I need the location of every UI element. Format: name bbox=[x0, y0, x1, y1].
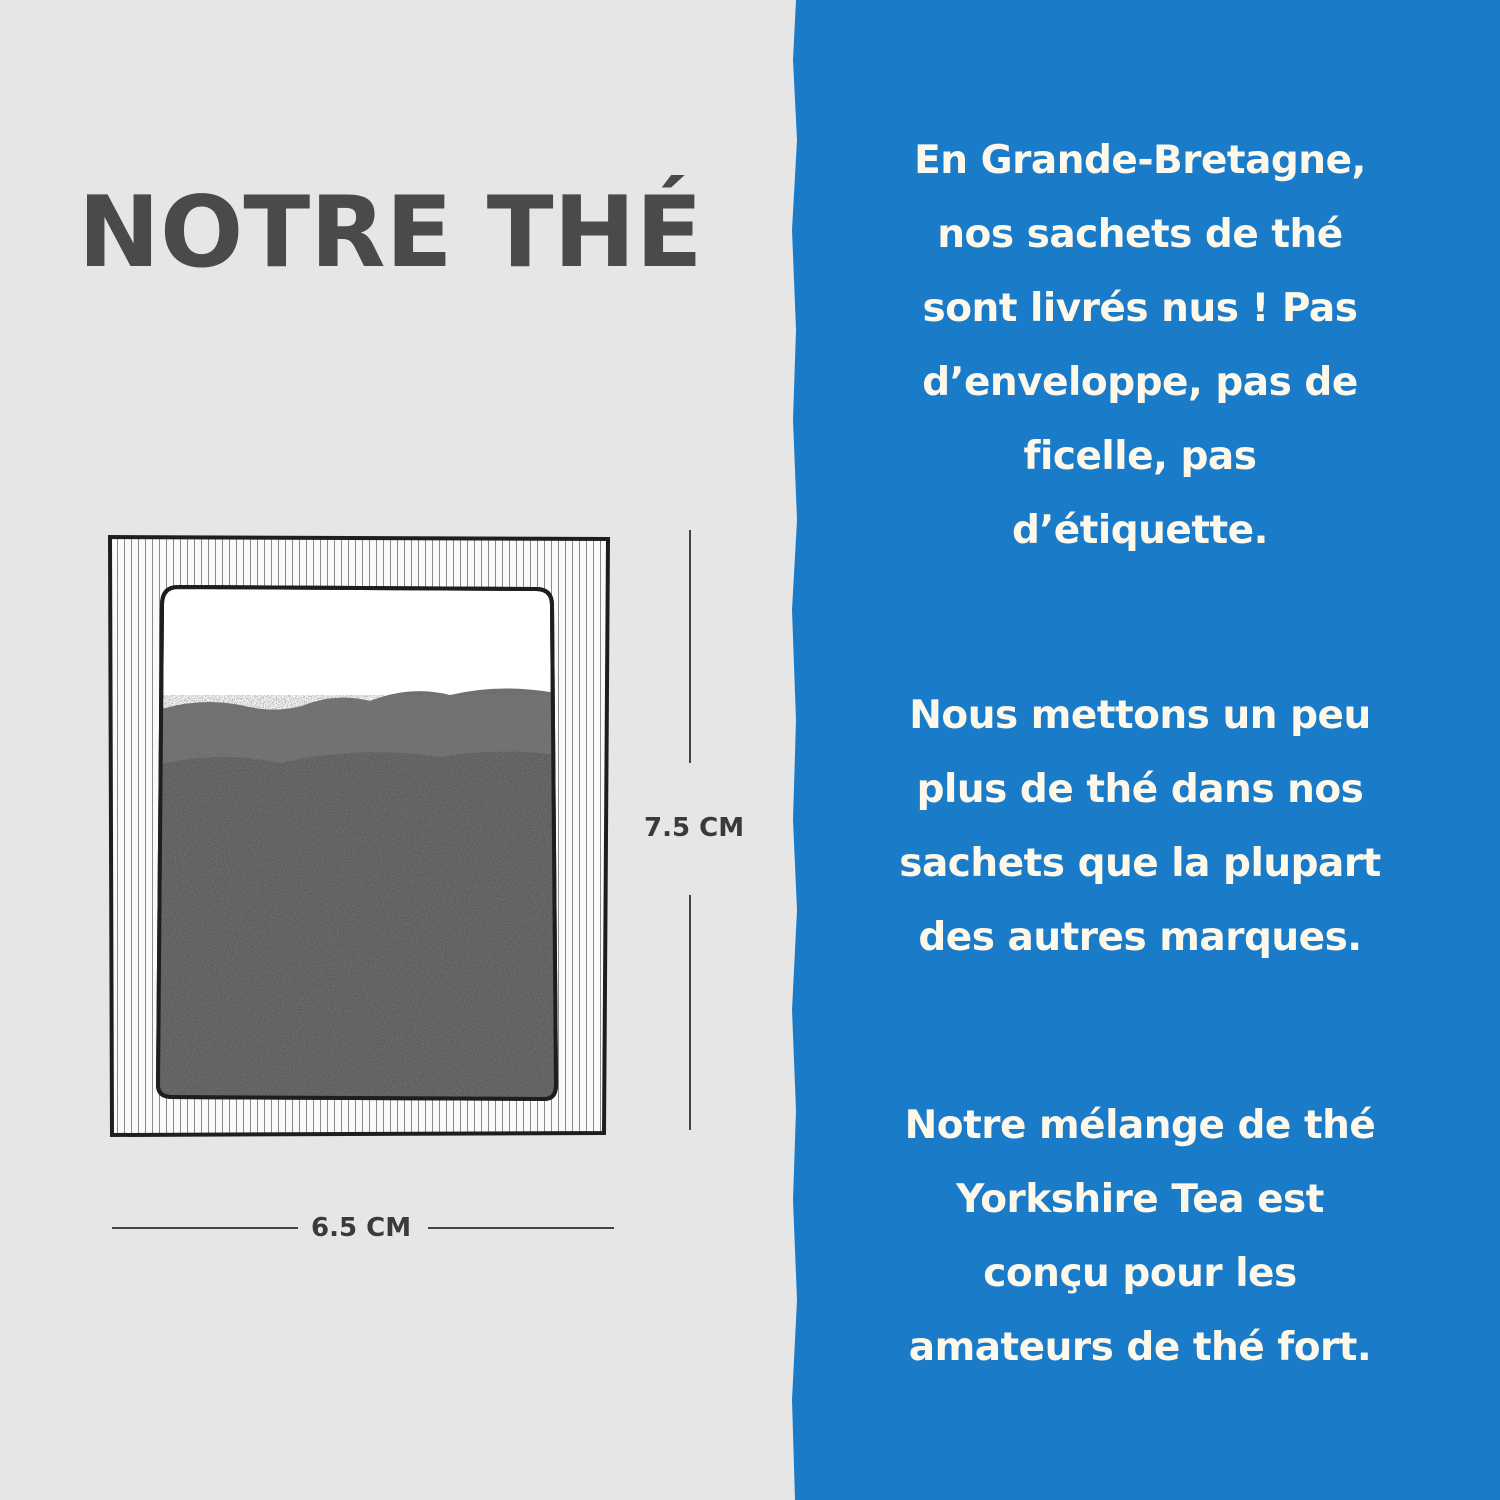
width-dimension-line-right bbox=[428, 1227, 614, 1229]
paragraph-line: ficelle, pas bbox=[1023, 434, 1257, 479]
paragraph-blend bbox=[800, 1089, 1480, 1385]
paragraph-line: amateurs de thé fort. bbox=[908, 1325, 1372, 1370]
paragraph-line: plus de thé dans nos bbox=[916, 767, 1364, 812]
paragraph-line: conçu pour les bbox=[983, 1251, 1297, 1296]
paragraph-line: sachets que la plupart bbox=[899, 841, 1381, 886]
teabag-illustration bbox=[100, 525, 630, 1145]
tea-leaves bbox=[158, 688, 558, 1105]
paragraph-line: En Grande-Bretagne, bbox=[914, 138, 1366, 183]
paragraph-line: Notre mélange de thé bbox=[904, 1103, 1376, 1148]
paragraph-line: d’étiquette. bbox=[1012, 508, 1268, 553]
paragraph-packaging bbox=[800, 124, 1480, 568]
paragraph-line: nos sachets de thé bbox=[937, 212, 1343, 257]
page-title: NOTRE THÉ bbox=[78, 176, 703, 290]
paragraph-line: sont livrés nus ! Pas bbox=[922, 286, 1358, 331]
paragraph-line: d’enveloppe, pas de bbox=[922, 360, 1358, 405]
paragraph-line: Nous mettons un peu bbox=[909, 693, 1371, 738]
height-dimension-line-bottom bbox=[689, 895, 691, 1130]
height-dimension-label: 7.5 CM bbox=[644, 813, 745, 843]
height-dimension-line-top bbox=[689, 530, 691, 763]
width-dimension-label: 6.5 CM bbox=[311, 1213, 412, 1243]
paragraph-line: des autres marques. bbox=[918, 915, 1362, 960]
paragraph-line: Yorkshire Tea est bbox=[956, 1177, 1324, 1222]
paragraph-quantity bbox=[800, 679, 1480, 975]
width-dimension-line-left bbox=[112, 1227, 298, 1229]
